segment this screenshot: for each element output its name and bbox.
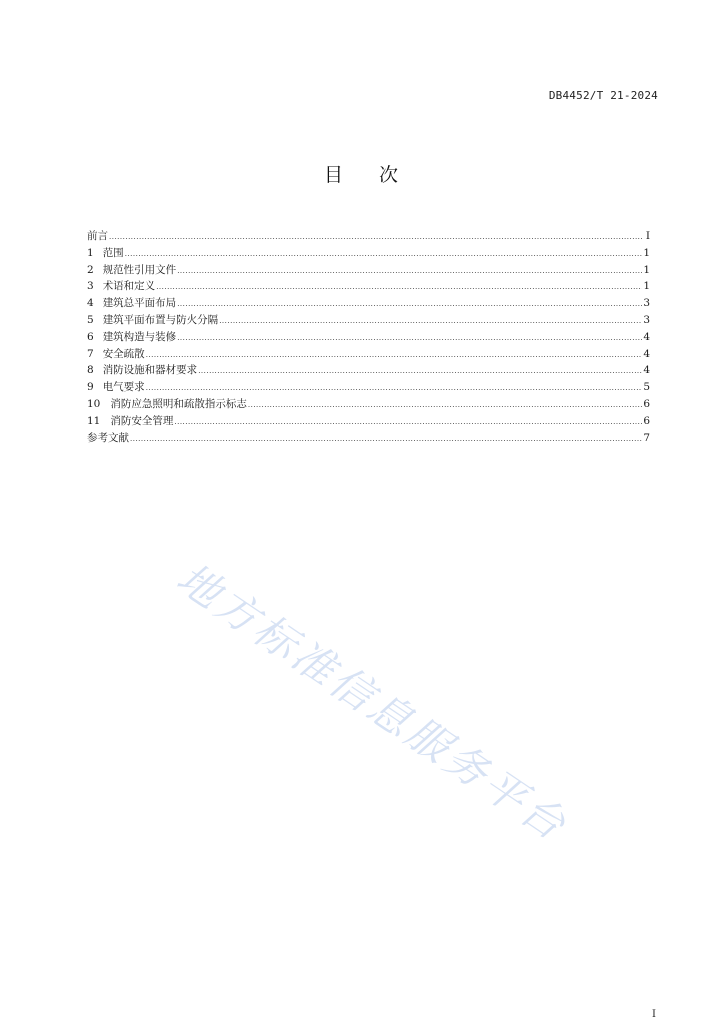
toc-entry-label: 范围 (102, 246, 124, 259)
toc-leader-dots (177, 262, 642, 280)
toc-entry[interactable] (87, 379, 650, 396)
page-number: I (652, 1009, 656, 1020)
toc-entry-page: I (645, 230, 650, 242)
toc-entry-number: 5 (87, 313, 94, 326)
toc-leader-dots (219, 312, 642, 330)
toc-entry-number: 10 (87, 397, 101, 410)
toc-entry-label: 术语和定义 (102, 280, 156, 293)
toc-entry[interactable] (87, 228, 650, 245)
toc-entry-page: 1 (643, 280, 650, 293)
toc-entry-number: 3 (87, 280, 94, 293)
toc-entry-label: 消防安全管理 (110, 414, 174, 427)
toc-entry-label: 消防应急照明和疏散指示标志 (110, 397, 247, 410)
toc-leader-dots (156, 278, 642, 296)
toc-leader-dots (146, 346, 643, 364)
toc-entry[interactable] (87, 245, 650, 262)
toc-entry[interactable] (87, 295, 650, 312)
toc-entry-number: 8 (87, 364, 94, 377)
toc-entry[interactable] (87, 346, 650, 363)
toc-entry-number: 9 (87, 381, 94, 394)
toc-entry[interactable] (87, 329, 650, 346)
toc-entry-label: 规范性引用文件 (102, 263, 177, 276)
toc-entry-label: 电气要求 (102, 381, 145, 394)
toc-entry-page: 4 (643, 347, 650, 360)
toc-entry-number: 6 (87, 330, 94, 343)
toc-leader-dots (198, 362, 642, 380)
toc-entry-label: 消防设施和器材要求 (102, 364, 198, 377)
toc-entry-label: 建筑平面布置与防火分隔 (102, 313, 219, 326)
toc-entry[interactable] (87, 278, 650, 295)
toc-entry-page: 4 (643, 330, 650, 343)
toc-entry-page: 6 (643, 414, 650, 427)
toc-entry-page: 1 (643, 246, 650, 259)
toc-entry-page: 6 (643, 397, 650, 410)
toc-entry-number: 2 (87, 263, 94, 276)
toc-entry-number: 1 (87, 246, 94, 259)
toc-entry-label: 建筑总平面布局 (102, 297, 177, 310)
toc-leader-dots (248, 396, 642, 414)
toc-leader-dots (177, 329, 642, 347)
toc-title-part1: 目 (323, 164, 345, 186)
toc-entry-page: 5 (643, 381, 650, 394)
document-code: DB4452/T 21-2024 (548, 89, 658, 102)
toc-entry-page: 7 (643, 431, 650, 444)
toc-entry-label: 安全疏散 (102, 347, 145, 360)
toc-entry-page: 1 (643, 263, 650, 276)
toc-entry-page: 3 (643, 313, 650, 326)
toc-entry[interactable] (87, 312, 650, 329)
toc-title-part2: 次 (379, 164, 401, 186)
toc-leader-dots (174, 413, 642, 431)
toc-entry[interactable] (87, 362, 650, 379)
toc-entry[interactable] (87, 413, 650, 430)
toc-entry-number: 4 (87, 297, 94, 310)
toc-entry-label: 参考文献 (87, 431, 129, 444)
toc-leader-dots (177, 295, 642, 313)
table-of-contents (87, 228, 650, 446)
toc-entry-number: 11 (87, 414, 101, 427)
toc-leader-dots (125, 245, 643, 263)
toc-entry-label: 建筑构造与装修 (102, 330, 177, 343)
toc-entry-label: 前言 (87, 230, 108, 242)
toc-entry[interactable] (87, 430, 650, 447)
toc-leader-dots (146, 379, 643, 397)
toc-entry[interactable] (87, 262, 650, 279)
watermark-text: 地方标准信息服务平台 (168, 553, 577, 852)
toc-entry-page: 4 (643, 364, 650, 377)
toc-entry-page: 3 (643, 297, 650, 310)
toc-leader-dots (109, 228, 643, 246)
toc-entry-number: 7 (87, 347, 94, 360)
toc-leader-dots (130, 430, 642, 448)
toc-title (0, 160, 724, 187)
toc-entry[interactable] (87, 396, 650, 413)
